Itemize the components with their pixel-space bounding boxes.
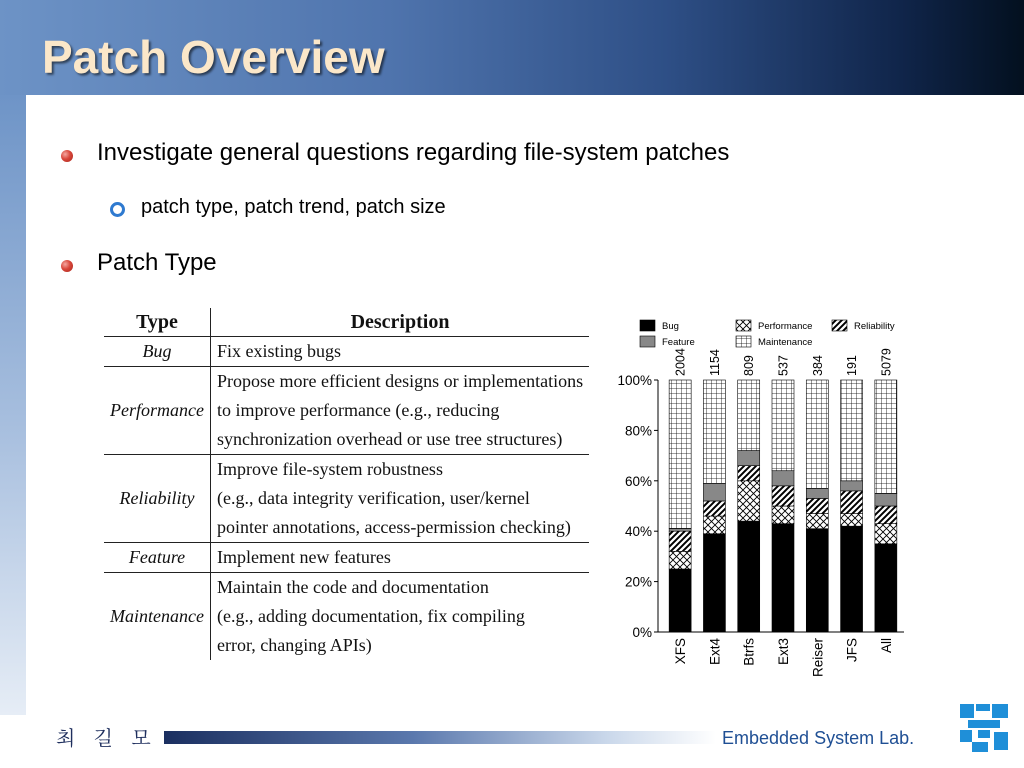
bar-total-label: 809 xyxy=(742,355,757,376)
footer-gradient-bar xyxy=(164,731,716,744)
category-label: All xyxy=(878,638,894,654)
chart-bars xyxy=(669,348,897,677)
table-row xyxy=(104,455,589,543)
table-cell-description xyxy=(210,367,589,455)
description-line: synchronization overhead or use tree structures) xyxy=(216,429,563,449)
table-cell-type: Reliability xyxy=(104,455,210,543)
y-tick-label: 0% xyxy=(632,625,652,640)
bar-segment xyxy=(841,491,863,514)
category-label: Ext3 xyxy=(776,638,791,666)
y-tick-label: 60% xyxy=(624,473,652,489)
bar-segment xyxy=(841,514,863,527)
table-cell-type: Bug xyxy=(104,337,210,367)
sub-bullet-icon xyxy=(110,202,125,217)
bullet-2-text: Patch Type xyxy=(97,249,217,276)
table-cell-description xyxy=(210,455,589,543)
bar-total-label: 384 xyxy=(810,355,825,376)
bar-segment xyxy=(703,380,725,483)
bar-segment xyxy=(738,466,760,481)
bar-segment xyxy=(772,380,794,471)
legend-label: Maintenance xyxy=(758,337,813,348)
bar-segment xyxy=(875,380,897,493)
table-row xyxy=(104,543,589,573)
bar-segment xyxy=(669,569,691,632)
description-line: (e.g., data integrity verification, user/kernel xyxy=(216,488,530,508)
description-line: pointer annotations, access-permission checking) xyxy=(216,517,571,537)
table-header-row xyxy=(104,308,589,337)
y-tick-label: 80% xyxy=(624,423,652,439)
y-tick-label: 20% xyxy=(624,574,652,590)
table-header-description: Description xyxy=(210,308,589,337)
bullet-dot-icon xyxy=(61,150,73,162)
bar-segment xyxy=(703,501,725,516)
bar-segment xyxy=(703,534,725,632)
slide-title: Patch Overview xyxy=(42,31,385,83)
description-line: (e.g., adding documentation, fix compiling xyxy=(216,606,525,626)
bar-total-label: 1154 xyxy=(707,349,722,376)
bar-segment xyxy=(772,486,794,506)
legend-label: Performance xyxy=(758,321,813,332)
table-cell-type: Performance xyxy=(104,367,210,455)
bar-segment xyxy=(806,514,828,529)
y-tick-label: 100% xyxy=(617,373,652,388)
lab-name: Embedded System Lab. xyxy=(722,728,915,748)
bullet-1-text: Investigate general questions regarding file-system patches xyxy=(97,139,730,166)
legend-label: Bug xyxy=(662,321,679,332)
table-cell-description xyxy=(210,337,589,367)
table-cell-type: Feature xyxy=(104,543,210,573)
table-row xyxy=(104,573,589,661)
table-cell-description xyxy=(210,573,589,661)
legend-swatch xyxy=(832,320,847,331)
bar-segment xyxy=(875,544,897,632)
description-line: to improve performance (e.g., reducing xyxy=(216,400,500,420)
chart-legend xyxy=(640,320,895,348)
legend-swatch xyxy=(640,320,655,331)
description-line: Implement new features xyxy=(216,547,391,567)
description-line: Improve file-system robustness xyxy=(216,459,443,479)
bar-segment xyxy=(703,516,725,534)
bar-segment xyxy=(738,451,760,466)
bar-segment xyxy=(875,524,897,544)
bar-segment xyxy=(738,380,760,451)
bar-segment xyxy=(841,481,863,491)
bar-segment xyxy=(669,551,691,569)
bar-segment xyxy=(772,524,794,632)
category-label: JFS xyxy=(844,638,860,663)
author-name: 최 길 모 xyxy=(56,726,157,750)
table-row xyxy=(104,367,589,455)
bar-total-label: 537 xyxy=(776,355,791,376)
category-label: Reiser xyxy=(810,638,826,678)
patch-type-table xyxy=(104,308,589,660)
bar-segment xyxy=(703,483,725,501)
legend-label: Feature xyxy=(662,337,695,348)
legend-swatch xyxy=(736,320,751,331)
bar-segment xyxy=(669,529,691,532)
bar-segment xyxy=(738,481,760,521)
description-line: Maintain the code and documentation xyxy=(216,577,489,597)
bar-segment xyxy=(875,506,897,524)
bar-segment xyxy=(875,493,897,506)
category-label: XFS xyxy=(673,638,689,665)
bar-segment xyxy=(806,529,828,632)
table-cell-type: Maintenance xyxy=(104,573,210,661)
description-line: Propose more efficient designs or implementations xyxy=(216,371,584,391)
table-header-type: Type xyxy=(104,308,210,337)
sub-bullet-1-text: patch type, patch trend, patch size xyxy=(141,196,446,218)
category-label: Btrfs xyxy=(741,638,757,666)
bar-segment xyxy=(669,380,691,529)
lab-logo-icon xyxy=(958,702,1010,754)
bar-segment xyxy=(806,488,828,498)
bar-segment xyxy=(806,380,828,488)
bar-segment xyxy=(841,526,863,632)
bar-segment xyxy=(841,380,863,481)
y-tick-label: 40% xyxy=(624,524,652,540)
bar-total-label: 5079 xyxy=(879,348,894,376)
table-cell-description xyxy=(210,543,589,573)
bar-segment xyxy=(772,506,794,524)
description-line: Fix existing bugs xyxy=(216,341,341,361)
bullet-dot-icon xyxy=(61,260,73,272)
bar-segment xyxy=(772,471,794,486)
legend-label: Reliability xyxy=(854,321,895,332)
category-label: Ext4 xyxy=(707,638,723,666)
bar-segment xyxy=(738,521,760,632)
legend-swatch xyxy=(640,336,655,347)
bar-segment xyxy=(669,531,691,551)
description-line: error, changing APIs) xyxy=(216,635,372,655)
bar-total-label: 191 xyxy=(845,355,860,376)
left-gradient-strip xyxy=(0,95,26,715)
legend-swatch xyxy=(736,336,751,347)
bar-total-label: 2004 xyxy=(673,348,688,376)
bar-segment xyxy=(806,498,828,513)
table-row xyxy=(104,337,589,367)
patch-type-chart xyxy=(596,308,916,680)
